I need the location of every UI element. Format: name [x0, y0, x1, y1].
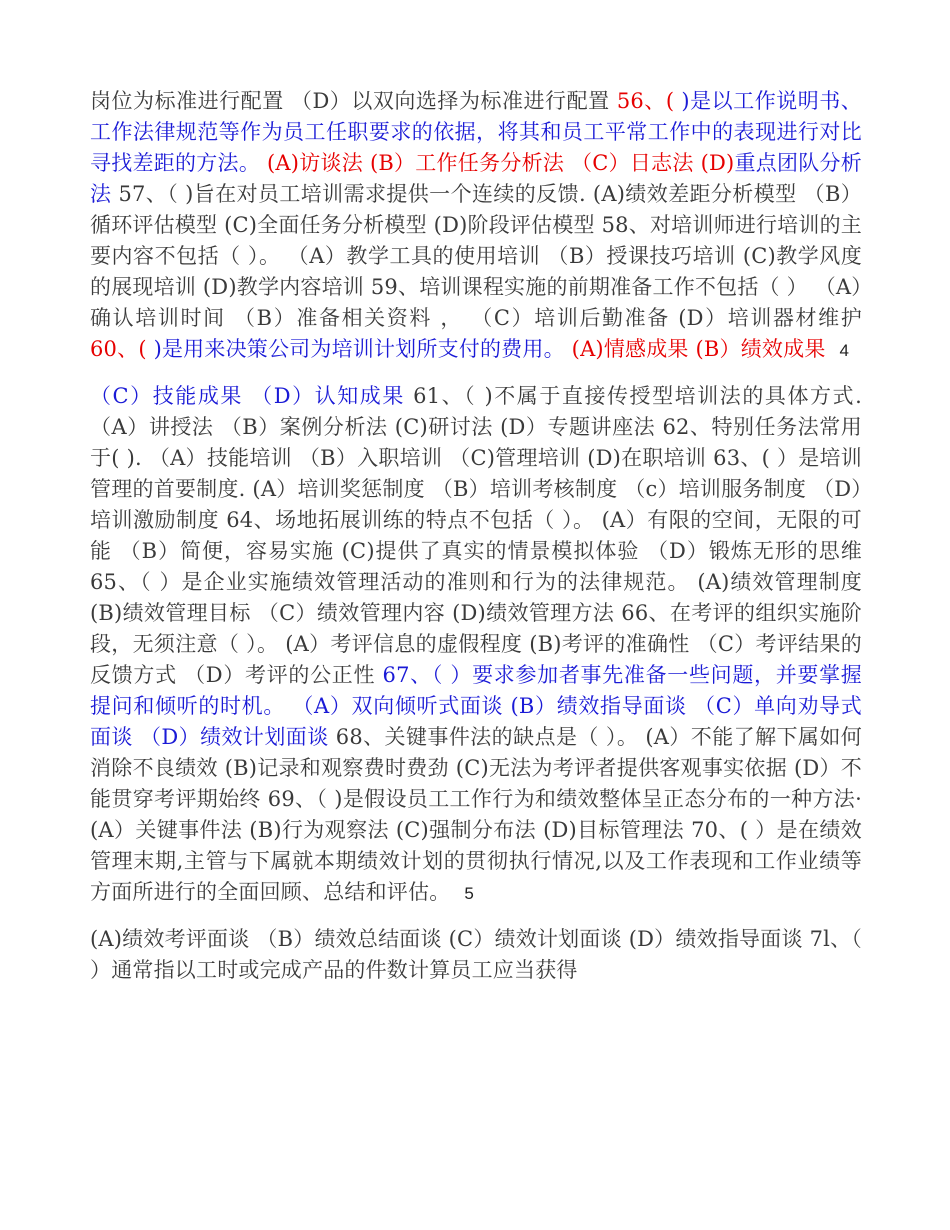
question-60-text: )是用来决策公司为培训计划所支付的费用。	[153, 337, 572, 361]
question-56-options: (A)访谈法 (B）工作任务分析法 （C）日志法 (D)	[267, 151, 735, 175]
document-page	[90, 86, 862, 986]
question-number-60: 60、(	[90, 337, 154, 361]
question-number-56: 56、(	[616, 89, 682, 113]
paragraph-1	[90, 86, 862, 366]
text-segment: 61、（ )不属于直接传授型培训法的具体方式. （A）讲授法 （B）案例分析法 (C)研讨法 (D）专题讲座法 62、特别任务法常用于( ). （A）技能培训 （B）入职培训 （C)管理培训 (D)在职培训 63、( ）是培训管理的首要制度. (A）培训奖惩制度 （B）培训考核制度 （c）培训服务制度 （D）培训激励制度 64、场地拓展训练的特点不包括（ ）。 (A）有限的空间，无限的可能 （B）简便，容易实施 (C)提供了真实的情景模拟体验 （D）锻炼无形的思维 65、（ ）是企业实施绩效管理活动的准则和行为的法律规范。 (A)绩效管理制度 (B)绩效管理目标 （C）绩效管理内容 (D)绩效管理方法 66、在考评的组织实施阶段，无须注意（ ）。 (A）考评信息的虚假程度 (B)考评的准确性 （C）考评结果的反馈方式 （D）考评的公正性	[90, 384, 862, 687]
page-number: 5	[464, 884, 475, 903]
text-segment: 57、（ )旨在对员工培训需求提供一个连续的反馈. (A)绩效差距分析模型 （B）循环评估模型 (C)全面任务分析模型 (D)阶段评估模型 58、对培训师进行培训的主要内容不包括（ ）。 （A）教学工具的使用培训 （B）授课技巧培训 (C)教学风度的展现培训 (D)教学内容培训 59、培训课程实施的前期准备工作不包括（ ） （A）确认培训时间 （B）准备相关资料 ， （C）培训后勤准备 (D）培训器材维护	[90, 182, 863, 330]
paragraph-2	[90, 381, 862, 909]
paragraph-3	[90, 924, 862, 986]
question-60-options: (A)情感成果 (B）绩效成果	[571, 337, 826, 361]
question-56-option-d: 重点团队分析法	[90, 151, 862, 206]
text-segment: 岗位为标准进行配置 （D）以双向选择为标准进行配置	[90, 89, 617, 113]
text-segment: 68、关键事件法的缺点是（ ）。 (A）不能了解下属如何消除不良绩效 (B)记录和观察费时费劲 (C)无法为考评者提供客观事实依据 (D）不能贯穿考评期始终 69、（ )是假设员工工作行为和绩效整体呈正态分布的一种方法· (A）关键事件法 (B)行为观察法 (C)强制分布法 (D)目标管理法 70、( ）是在绩效管理末期,主管与下属就本期绩效计划的贯彻执行情况,以及工作表现和工作业绩等方面所进行的全面回顾、总结和评估。	[90, 725, 862, 904]
text-segment: (A)绩效考评面谈 （B）绩效总结面谈 (C）绩效计划面谈 (D）绩效指导面谈 7l、（ ）通常指以工时或完成产品的件数计算员工应当获得	[90, 927, 862, 982]
question-67-text: 67、（ ）要求参加者事先准备一些问题，并要掌握提问和倾听的时机。 （A）双向倾听式面谈 (B）绩效指导面谈 （C）单向劝导式面谈 （D）绩效计划面谈	[90, 663, 862, 749]
question-60-options-cont: （C）技能成果 （D）认知成果	[90, 384, 405, 408]
question-56-text: )是以工作说明书、工作法律规范等作为员工任职要求的依据，将其和员工平常工作中的表现进行对比寻找差距的方法。	[90, 89, 863, 175]
page-number: 4	[839, 341, 850, 360]
